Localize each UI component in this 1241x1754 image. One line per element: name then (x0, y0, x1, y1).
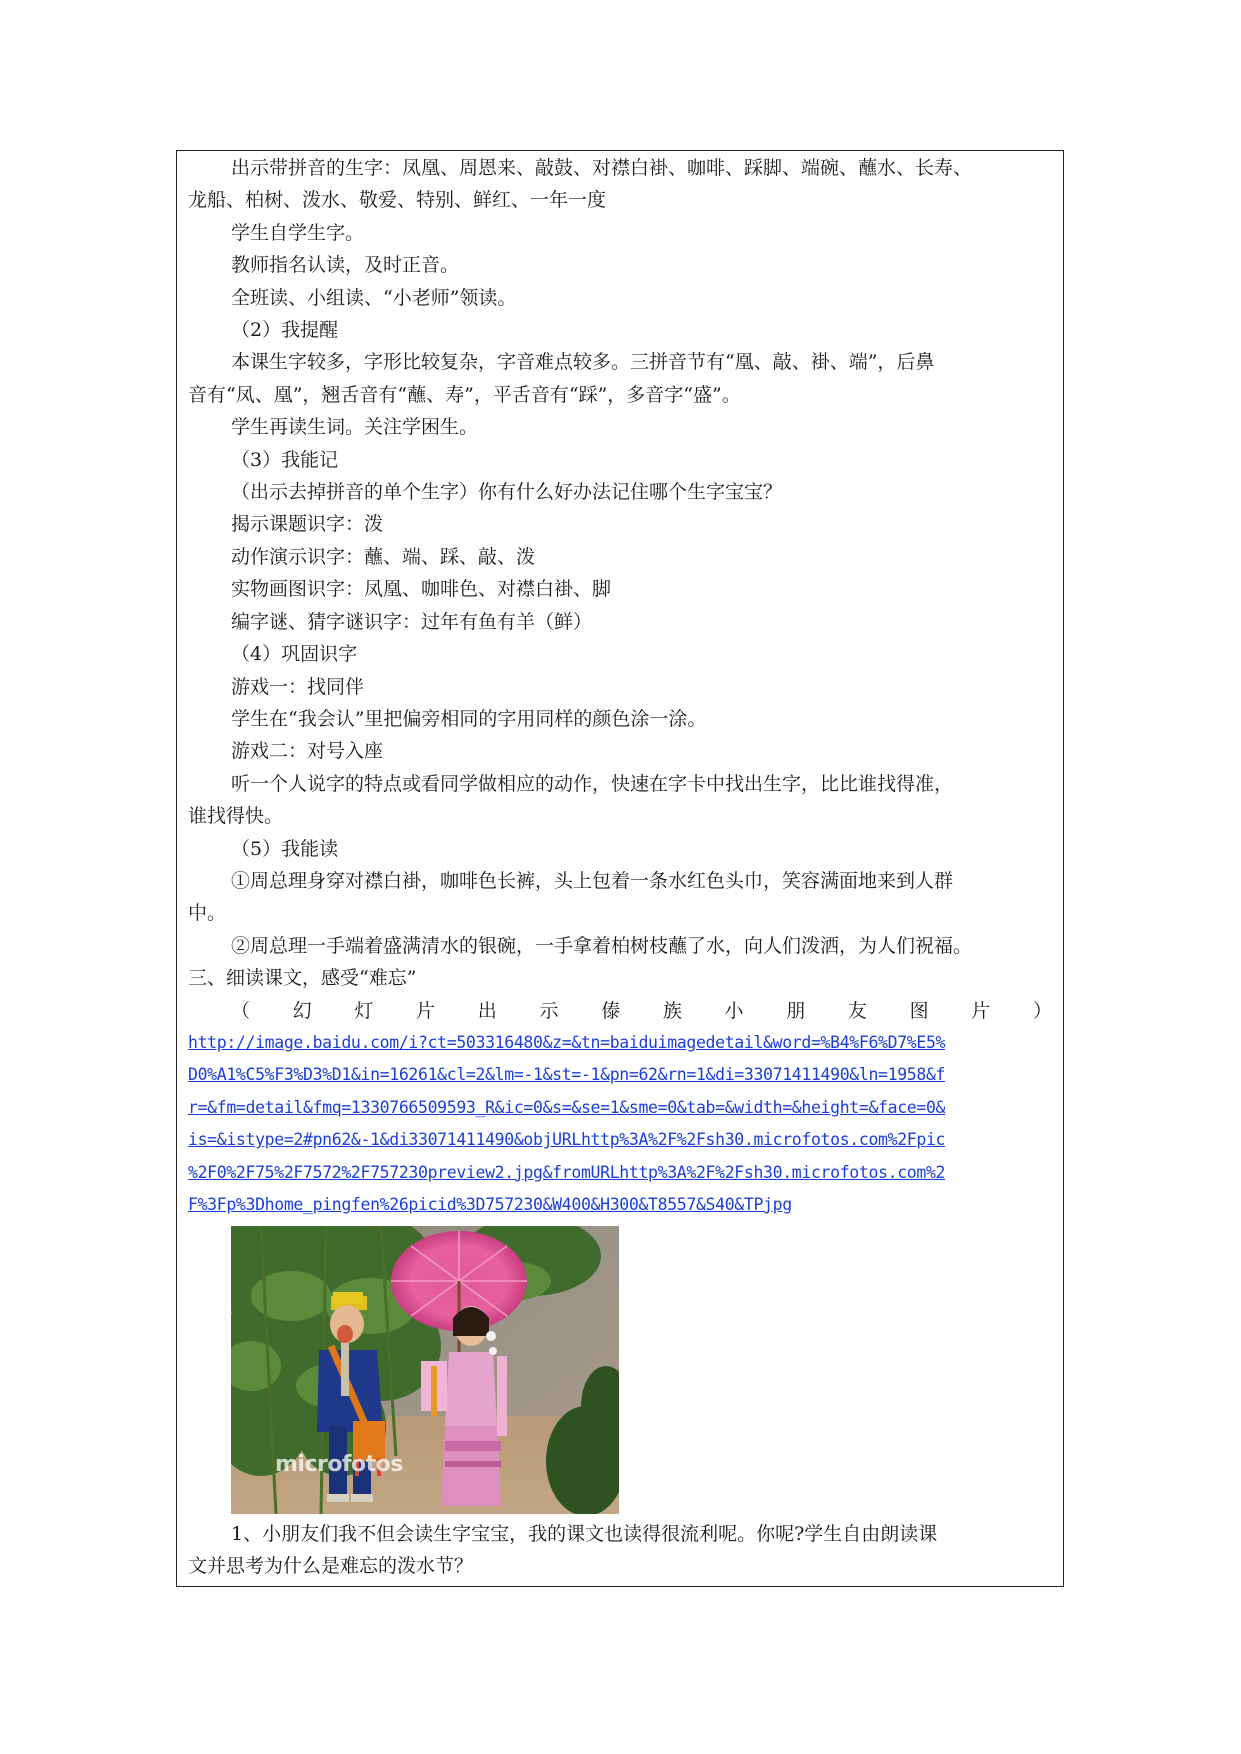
caption-char: 图 (909, 999, 929, 1022)
caption-char: 朋 (786, 999, 806, 1022)
text-line: 揭示课题识字：泼 (231, 513, 384, 536)
text-line: 出示带拼音的生字：凤凰、周恩来、敲鼓、对襟白褂、咖啡、踩脚、端碗、蘸水、长寿、 (231, 157, 973, 179)
text-line: 龙船、柏树、泼水、敬爱、特别、鲜红、一年一度 (188, 189, 607, 212)
photo-watermark: microfotos (275, 1452, 403, 1477)
text-line: 学生自学生字。 (231, 221, 365, 244)
caption-char: 示 (539, 999, 559, 1022)
link-line[interactable]: r=&fm=detail&fmq=1330766509593_R&ic=0&s=&se=1&sme=0&tab=&width=&height=&face=0& (188, 1097, 946, 1117)
section-heading: （2）我提醒 (231, 319, 339, 342)
lesson-content (188, 152, 1056, 1221)
text-line: 谁找得快。 (188, 805, 284, 828)
closing-text (188, 1518, 1056, 1583)
text-line: 教师指名认读，及时正音。 (231, 254, 460, 277)
text-line: 学生在“我会认”里把偏旁相同的字用同样的颜色涂一涂。 (231, 707, 707, 730)
caption-char: 幻 (292, 999, 312, 1022)
link-line[interactable]: F%3Fp%3Dhome_pingfen%26picid%3D757230&W400&H300&T8557&S40&TPjpg (188, 1195, 792, 1214)
text-line: 学生再读生词。关注学困生。 (231, 416, 479, 439)
image-link[interactable] (188, 1027, 1056, 1221)
text-line: 游戏二：对号入座 (231, 740, 384, 763)
caption-char: 片 (416, 999, 436, 1022)
text-line: 文并思考为什么是难忘的泼水节？ (188, 1555, 474, 1578)
link-line[interactable]: is=&istype=2#pn62&-1&di33071411490&objURLhttp%3A%2F%2Fsh30.microfotos.com%2Fpic (188, 1130, 946, 1150)
text-line: 音有“凤、凰”，翘舌音有“蘸、寿”，平舌音有“踩”，多音字“盛”。 (188, 383, 741, 406)
caption-char: ） (1032, 999, 1052, 1022)
text-line: 编字谜、猜字谜识字：过年有鱼有羊（鲜） (231, 610, 593, 633)
caption-char: 灯 (354, 999, 374, 1022)
link-line[interactable]: http://image.baidu.com/i?ct=503316480&z=&tn=baiduimagedetail&word=%B4%F6%D7%E5% (188, 1032, 946, 1052)
section-heading: （5）我能读 (231, 837, 339, 860)
link-line[interactable]: D0%A1%C5%F3%D3%D1&in=16261&cl=2&lm=-1&st=-1&pn=62&rn=1&di=33071411490&ln=1958&f (188, 1065, 946, 1085)
text-line: 全班读、小组读、“小老师”领读。 (231, 286, 517, 309)
text-line: 听一个人说字的特点或看同学做相应的动作，快速在字卡中找出生字，比比谁找得准， (231, 772, 954, 795)
section-heading: （3）我能记 (231, 448, 339, 471)
caption-char: 友 (847, 999, 867, 1022)
text-line: 1、小朋友们我不但会读生字宝宝，我的课文也读得很流利呢。你呢?学生自由朗读课 (231, 1523, 938, 1545)
text-line: 本课生字较多，字形比较复杂，字音难点较多。三拼音节有“凰、敲、褂、端”，后鼻 (231, 351, 935, 374)
section-heading: （4）巩固识字 (231, 643, 358, 666)
text-line: （出示去掉拼音的单个生字）你有什么好办法记住哪个生字宝宝？ (231, 481, 783, 504)
text-line: ①周总理身穿对襟白褂，咖啡色长裤，头上包着一条水红色头巾，笑容满面地来到人群 (231, 869, 954, 892)
section-heading: 三、细读课文，感受“难忘” (188, 967, 417, 990)
text-line: ②周总理一手端着盛满清水的银碗，一手拿着柏树枝蘸了水，向人们泼洒，为人们祝福。 (231, 934, 973, 957)
caption-char: 出 (477, 999, 497, 1022)
caption-char: 小 (724, 999, 744, 1022)
link-line[interactable]: %2F0%2F75%2F7572%2F757230preview2.jpg&fromURLhttp%3A%2F%2Fsh30.microfotos.com%2 (188, 1162, 946, 1182)
caption-char: 片 (971, 999, 991, 1022)
caption-char: 族 (662, 999, 682, 1022)
text-line: 动作演示识字：蘸、端、踩、敲、泼 (231, 545, 536, 568)
caption-char: （ (231, 999, 251, 1022)
text-line: 实物画图识字：凤凰、咖啡色、对襟白褂、脚 (231, 578, 612, 601)
text-line: 游戏一：找同伴 (231, 675, 365, 698)
slide-caption (188, 995, 1056, 1027)
dai-children-photo (231, 1226, 619, 1514)
caption-char: 傣 (601, 999, 621, 1022)
text-line: 中。 (188, 902, 227, 925)
